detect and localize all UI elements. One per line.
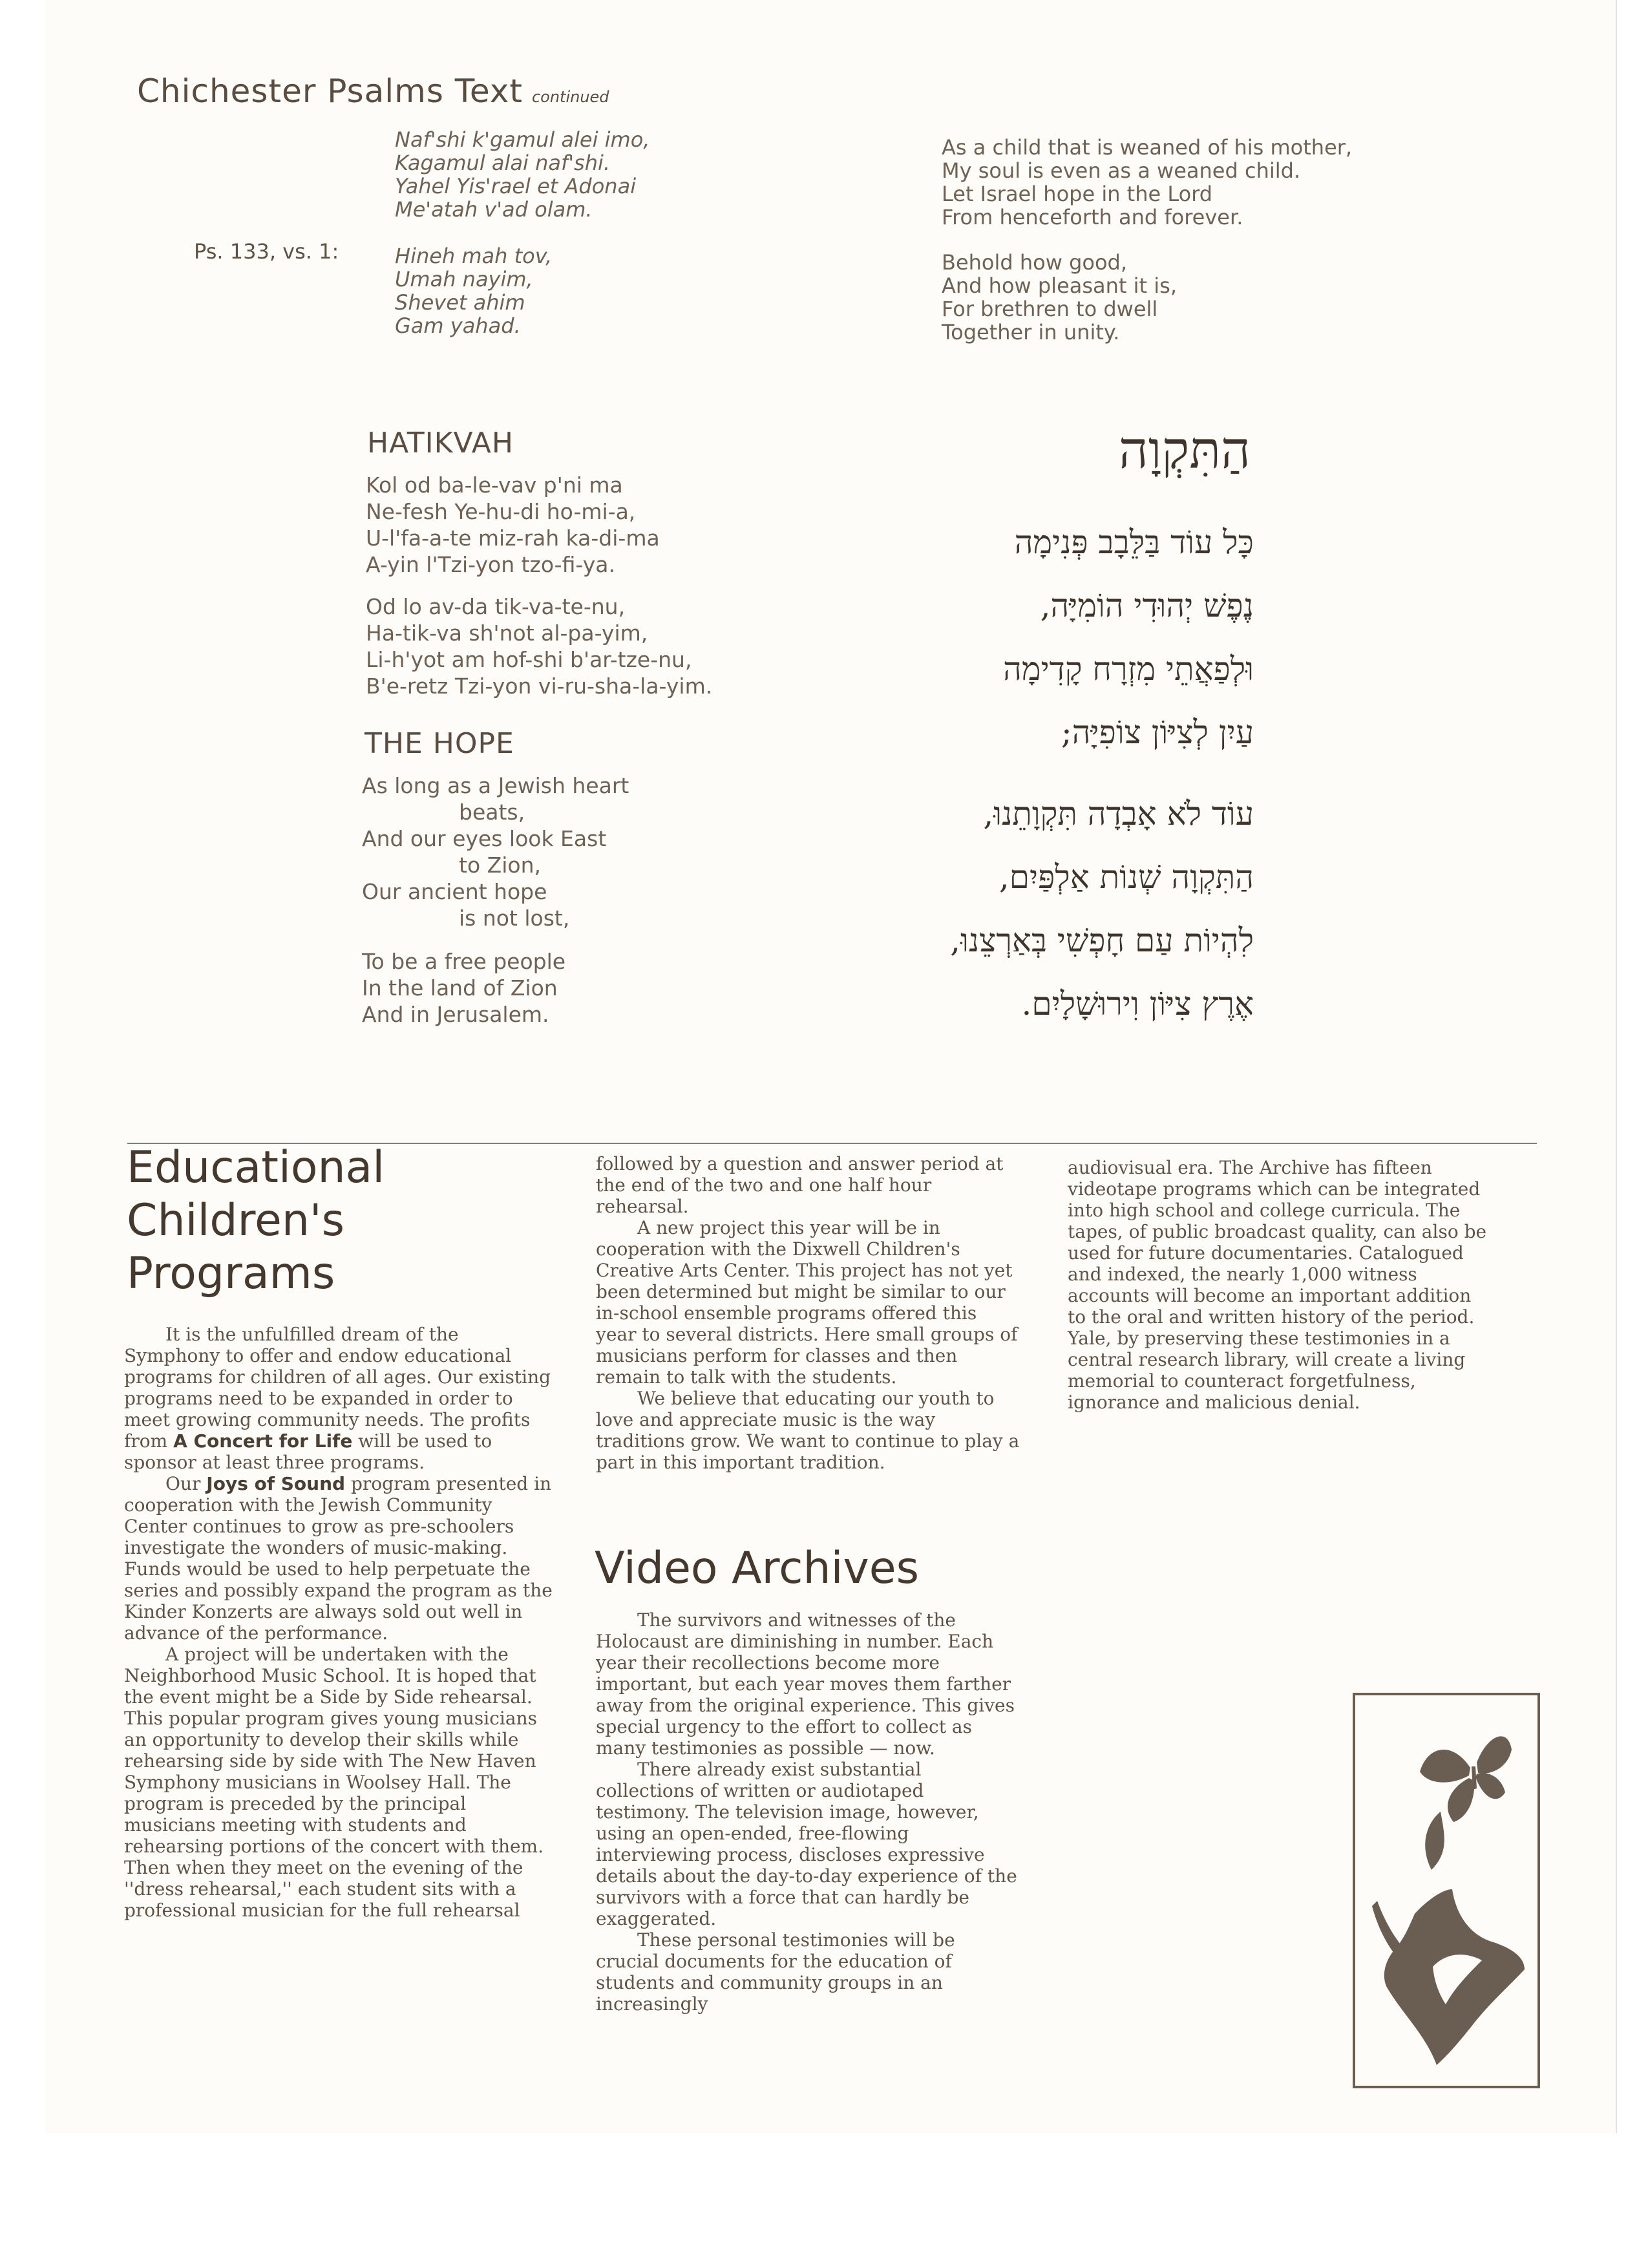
text-line: As a child that is weaned of his mother, (942, 135, 1353, 160)
text-line: U-l'fa-a-te miz-rah ka-di-ma (366, 525, 660, 551)
psalm-block1-translit (395, 128, 650, 221)
hebrew-line: לִהְיוֹת עַם חָפְשִׁי בְּאַרְצֵנוּ, (950, 922, 1254, 959)
text-line: And how pleasant it is, (942, 273, 1177, 298)
psalm-reference: Ps. 133, vs. 1: (194, 239, 339, 264)
paragraph: These personal testimonies will be crucial documents for the education of students and community groups in an increasingly (596, 1929, 955, 2015)
psalms-heading-text: Chichester Psalms Text (137, 72, 523, 110)
text-line: A-yin l'Tzi-yon tzo-fi-ya. (366, 552, 615, 577)
text-line: Behold how good, (942, 250, 1128, 275)
text-run: will be used to sponsor at least three programs. (124, 1430, 492, 1473)
paragraph: A project will be undertaken with the Neighborhood Music School. It is hoped that the event might be a Side by Side rehearsal. This popular program gives young musicians an opportunity to develop their skills while rehearsing side by side with The New Haven Symphony musicians in Woolsey Hall. The program is preceded by the principal musicians meeting with students and rehearsing portions of the concert with them. Then when they meet on the evening of the ''dress rehearsal,'' each student sits with a professional musician for the full rehearsal (124, 1644, 544, 1921)
education-column-continued (596, 1153, 1022, 1473)
hebrew-line: עַיִן לְצִיּוֹן צוֹפִיָּה; (1061, 714, 1254, 751)
text-line: Naf'shi k'gamul alei imo, (395, 127, 650, 152)
paragraph: A new project this year will be in cooperation with the Dixwell Children's Creative Arts Center. This project has not yet been determined but might be similar to our in-school ensemble programs offered this year to several districts. Here small groups of musicians perform for classes and then remain to talk with the students. (596, 1217, 1018, 1388)
bold-run: A Concert for Life (173, 1430, 353, 1452)
paragraph (124, 1473, 557, 1644)
psalm-block2-english (942, 251, 1177, 344)
psalm-block1-english (942, 136, 1352, 229)
text-line: Hineh mah tov, (395, 244, 553, 268)
text-line: to Zion, (459, 853, 541, 878)
hebrew-stanza2 (827, 782, 1254, 1035)
hebrew-title: הַתִּקְוָה (1118, 420, 1251, 480)
hatikvah-stanza2 (366, 593, 712, 699)
heading-line: Children's (127, 1195, 345, 1246)
the-hope-stanza1 (362, 772, 629, 931)
education-heading (127, 1141, 385, 1300)
text-line: As long as a Jewish heart (362, 773, 629, 798)
text-line: Li-h'yot am hof-shi b'ar-tze-nu, (366, 647, 692, 672)
bold-run: Joys of Sound (206, 1473, 346, 1494)
video-column (596, 1609, 1022, 2015)
education-column (124, 1324, 557, 1921)
the-hope-stanza2 (362, 948, 565, 1028)
paragraph: audiovisual era. The Archive has fifteen videotape programs which can be integrated into high school and college curricula. The tapes, of public broadcast quality, can also be used for future documentaries. Catalogued and indexed, the nearly 1,000 witness accounts will become an important addition to the oral and written history of the period. Yale, by preserving these testimonies in a central research library, will create a living memorial to counteract forgetfulness, ignorance and malicious denial. (1068, 1157, 1487, 1413)
video-column-continued (1068, 1157, 1488, 1413)
text-line: beats, (459, 800, 525, 825)
paragraph: The survivors and witnesses of the Holocaust are diminishing in number. Each year their recollections become more important, but each year moves them farther away from the original experience. This gives special urgency to the effort to collect as many testimonies as possible — now. (596, 1609, 1015, 1759)
text-line: To be a free people (362, 949, 566, 974)
hebrew-line: הַתִּקְוָה שְׁנוֹת אַלְפַּיִם, (998, 858, 1254, 896)
hatikvah-title: HATIKVAH (367, 427, 514, 460)
hebrew-line: כָּל עוֹד בַּלֵּבָב פְּנִימָה (1014, 524, 1254, 561)
text-line: Our ancient hope (362, 879, 547, 904)
continued-label: continued (531, 88, 609, 106)
paragraph: We believe that educating our youth to love and appreciate music is the way traditions grow. We want to continue to play a part in this important tradition. (596, 1388, 1020, 1473)
text-line: Yahel Yis'rael et Adonai (395, 174, 637, 198)
video-archives-heading: Video Archives (595, 1543, 919, 1594)
text-line: And in Jerusalem. (362, 1002, 549, 1027)
text-line: And our eyes look East (362, 826, 607, 851)
hatikvah-stanza1 (366, 472, 660, 578)
text-run: Our (165, 1473, 201, 1494)
hebrew-line: נֶפֶשׁ יְהוּדִי הוֹמִיָּה, (1040, 587, 1254, 624)
the-hope-title: THE HOPE (364, 727, 514, 760)
text-line: Let Israel hope in the Lord (942, 182, 1213, 206)
paragraph: There already exist substantial collections of written or audiotaped testimony. The television image, however, using an open-ended, free-flowing interviewing process, discloses expressive details about the day-to-day experience of the survivors with a force that can hardly be exaggerated. (596, 1759, 1017, 1929)
butterfly-candle-artwork (1353, 1693, 1540, 2088)
paragraph: followed by a question and answer period at the end of the two and one half hour rehearsal. (596, 1153, 1004, 1217)
paragraph (124, 1324, 557, 1473)
text-line: Me'atah v'ad olam. (395, 197, 593, 222)
text-line: Kagamul alai naf'shi. (395, 151, 611, 175)
hebrew-stanza1 (827, 511, 1254, 764)
text-line: Umah nayim, (395, 267, 533, 291)
text-line: For brethren to dwell (942, 297, 1158, 321)
text-line: From henceforth and forever. (942, 205, 1243, 229)
text-line: Ne-fesh Ye-hu-di ho-mi-a, (366, 499, 636, 524)
heading-line: Educational (127, 1142, 385, 1193)
hebrew-line: עוֹד לֹא אָבְדָה תִּקְוָתֵנוּ, (983, 795, 1254, 832)
text-run: program presented in cooperation with the Jewish Community Center continues to grow as pre-schoolers investigate the wonders of music-making. Funds would be used to help perpetuate the series and possibly expand the program as the Kinder Konzerts are always sold out well in advance of the performance. (124, 1473, 553, 1644)
text-line: is not lost, (459, 906, 570, 931)
heading-line: Programs (127, 1248, 335, 1299)
text-line: Od lo av-da tik-va-te-nu, (366, 594, 626, 619)
hebrew-line: וּלְפַאֲתֵי מִזְרָח קָדִימָה (1003, 650, 1254, 688)
text-line: Gam yahad. (395, 313, 521, 338)
text-line: Ha-tik-va sh'not al-pa-yim, (366, 620, 648, 646)
text-line: Kol od ba-le-vav p'ni ma (366, 472, 623, 498)
text-line: In the land of Zion (362, 975, 558, 1001)
text-line: My soul is even as a weaned child. (942, 158, 1301, 183)
text-run: It is the unfulfilled dream of the Symphony to offer and endow educational programs for children of all ages. Our existing programs need to be expanded in order to meet growing community needs. The profits from (124, 1324, 551, 1452)
butterfly-flame-icon (1355, 1695, 1537, 2086)
text-line: Together in unity. (942, 320, 1120, 344)
text-line: Shevet ahim (395, 290, 525, 315)
text-line: B'e-retz Tzi-yon vi-ru-sha-la-yim. (366, 673, 713, 699)
hebrew-line: אֶרֶץ צִיּוֹן וִירוּשָׁלָיִם. (1021, 985, 1254, 1023)
psalm-block2-translit (395, 244, 552, 337)
psalms-heading (137, 72, 609, 110)
